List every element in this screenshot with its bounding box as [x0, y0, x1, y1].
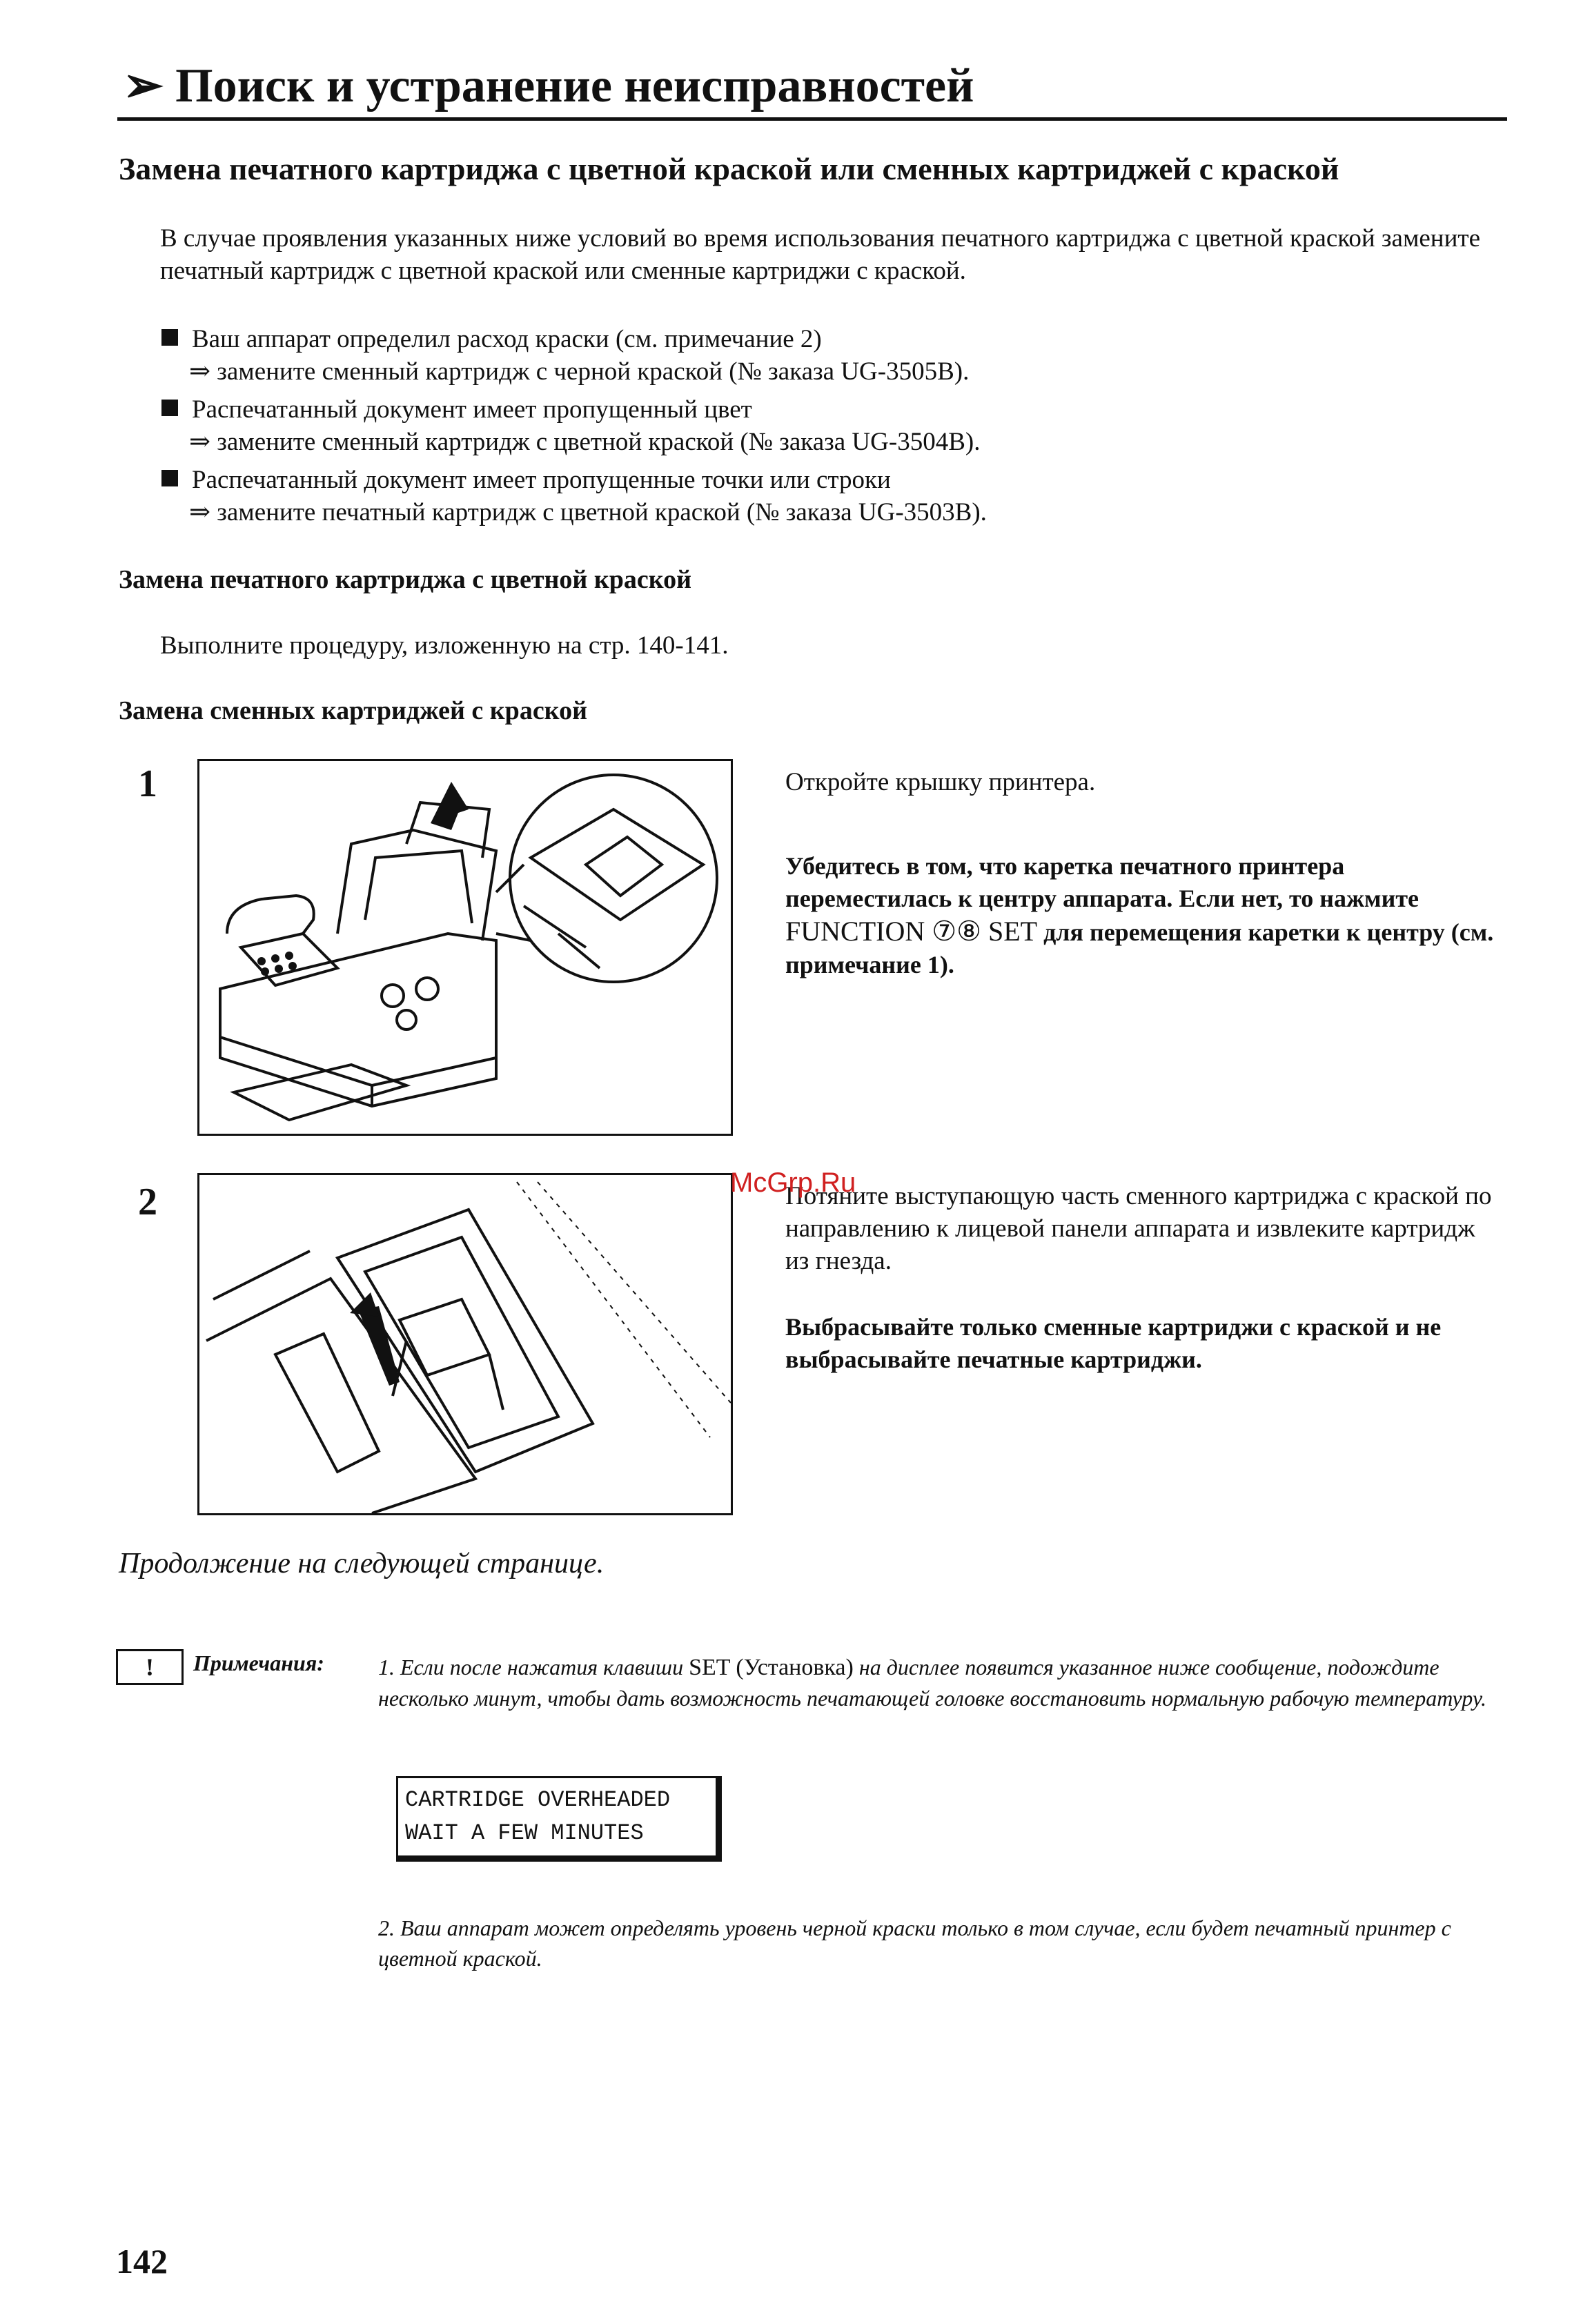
section-title: Замена печатного картриджа с цветной краской или сменных картриджей с краской — [119, 151, 1339, 186]
header-title-text: Поиск и устранение неисправностей — [175, 59, 974, 112]
page-number: 142 — [116, 2242, 168, 2281]
watermark-text: McGrp.Ru — [730, 1168, 856, 1198]
lcd-line-1: CARTRIDGE OVERHEADED — [405, 1787, 671, 1813]
figure-open-printer-cover — [197, 759, 733, 1136]
step-number: 2 — [138, 1181, 157, 1223]
arrow-icon: ➢ — [123, 59, 164, 112]
step-bold-text: для перемещения каретки к центру (см. примечание 1). — [785, 918, 1494, 978]
figure-remove-ink-cartridge — [197, 1173, 733, 1515]
cartridge-removal-illustration — [199, 1175, 731, 1513]
page-header-title — [123, 57, 974, 114]
bullet-item — [161, 323, 969, 388]
lcd-display-message — [396, 1776, 722, 1862]
bullet-square-icon — [161, 329, 178, 346]
subsection-heading: Замена сменных картриджей с краской — [119, 696, 587, 725]
step-bold-note — [785, 850, 1503, 981]
note-1-text-cont: на дисплее появится указанное ниже сообщение, подождите несколько минут, чтобы дать возможность печатающей головке восстановить нормальную рабочую температуру. — [378, 1655, 1487, 1711]
notes-label: Примечания: — [193, 1651, 324, 1675]
subsection-text: Выполните процедуру, изложенную на стр. 140-141. — [160, 631, 729, 660]
subsection-heading: Замена печатного картриджа с цветной краской — [119, 565, 692, 594]
bullet-action: ⇒ замените сменный картридж с цветной краской (№ заказа UG-3504B). — [189, 428, 981, 456]
bullet-condition: Ваш аппарат определил расход краски (см. примечание 2) — [192, 325, 822, 353]
bullet-condition: Распечатанный документ имеет пропущенные точки или строки — [192, 466, 891, 494]
bullet-item — [161, 393, 980, 458]
header-rule — [117, 117, 1507, 121]
bullet-condition: Распечатанный документ имеет пропущенный цвет — [192, 395, 752, 424]
bullet-action: ⇒ замените сменный картридж с черной краской (№ заказа UG-3505B). — [189, 357, 970, 386]
bullet-item — [161, 464, 987, 529]
continued-note: Продолжение на следующей странице. — [119, 1548, 605, 1579]
fax-machine-illustration — [199, 761, 731, 1134]
note-1 — [378, 1652, 1510, 1713]
step-instruction: Откройте крышку принтера. — [785, 768, 1096, 796]
step-instruction: Потяните выступающую часть сменного картриджа с краской по направлению к лицевой панели аппарата и извлеките картридж из гнезда. — [785, 1182, 1492, 1275]
step-bold-text: Убедитесь в том, что каретка печатного принтера переместилась к центру аппарата. Если нет, то нажмите — [785, 852, 1419, 912]
bullet-action: ⇒ замените печатный картридж с цветной краской (№ заказа UG-3503B). — [189, 498, 987, 526]
bullet-square-icon — [161, 470, 178, 486]
step-bold-note: Выбрасывайте только сменные картриджи с краской и не выбрасывайте печатные картриджи. — [785, 1313, 1442, 1373]
note-warning-icon: ! — [116, 1649, 184, 1685]
note-2: 2. Ваш аппарат может определять уровень черной краски только в том случае, если будет печатный принтер с цветной краской. — [378, 1916, 1451, 1971]
intro-paragraph: В случае проявления указанных ниже условий во время использования печатного картриджа с цветной краской замените печатный картридж с цветной краской или сменные картриджи с краской. — [160, 224, 1480, 285]
note-1-text: 1. Если после нажатия клавиши — [378, 1655, 684, 1680]
lcd-line-2: WAIT A FEW MINUTES — [405, 1820, 644, 1846]
bullet-square-icon — [161, 400, 178, 416]
key-sequence: FUNCTION ⑦⑧ SET — [785, 916, 1038, 947]
step-number: 1 — [138, 762, 157, 805]
note-1-key: SET (Установка) — [689, 1655, 854, 1680]
